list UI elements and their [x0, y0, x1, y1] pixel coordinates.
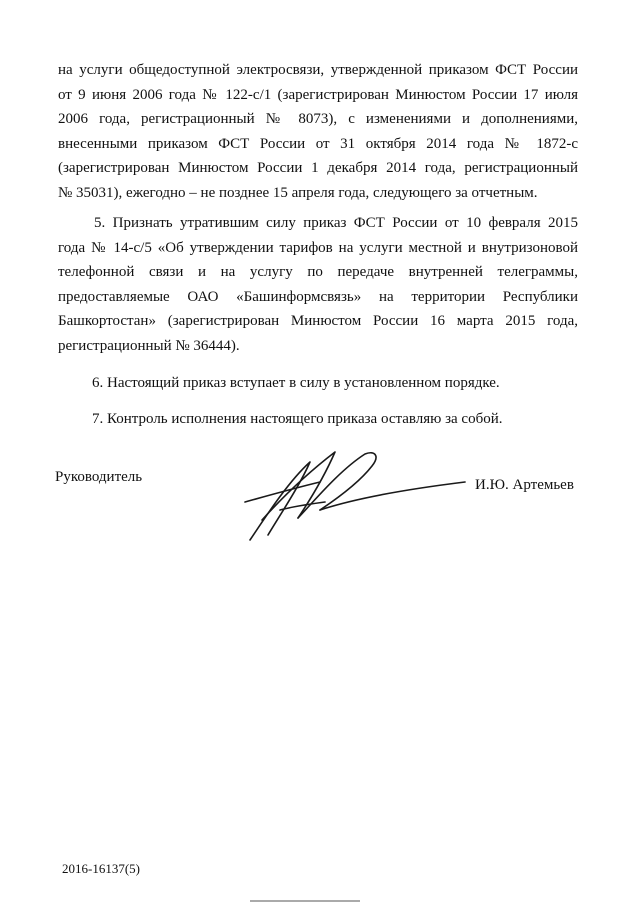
text-line: Башкортостан» (зарегистрирован Минюстом России 16 марта 2015 года, — [58, 313, 578, 330]
text-line: телефонной связи и на услугу по передаче внутренней телеграммы, — [58, 264, 578, 281]
item-5-paragraph — [58, 211, 578, 359]
text-line: (зарегистрирован Минюстом России 1 декабря 2014 года, регистрационный — [58, 160, 578, 177]
item-6-paragraph: 6. Настоящий приказ вступает в силу в установленном порядке. — [92, 375, 500, 391]
text-line: предоставляемые ОАО «Башинформсвязь» на территории Республики — [58, 288, 578, 305]
item-7-paragraph: 7. Контроль исполнения настоящего приказа оставляю за собой. — [92, 411, 503, 427]
scan-artifact — [250, 898, 360, 903]
text-line: 2006 года, регистрационный № 8073), с изменениями и дополнениями, — [58, 111, 578, 128]
document-code: 2016-16137(5) — [62, 861, 140, 876]
handwritten-signature — [240, 440, 470, 550]
text-line: № 35031), ежегодно – не позднее 15 апреля года, следующего за отчетным. — [58, 184, 538, 201]
text-line: регистрационный № 36444). — [58, 337, 240, 354]
text-line: года № 14-с/5 «Об утверждении тарифов на услуги местной и внутризоновой — [58, 239, 578, 256]
signatory-name: И.Ю. Артемьев — [475, 477, 574, 493]
signatory-title: Руководитель — [55, 469, 143, 485]
text-line: 5. Признать утратившим силу приказ ФСТ России от 10 февраля 2015 — [94, 215, 578, 231]
text-line: внесенными приказом ФСТ России от 31 октября 2014 года № 1872-с — [58, 135, 578, 152]
text-line: на услуги общедоступной электросвязи, утвержденной приказом ФСТ России — [58, 62, 578, 78]
text-line: от 9 июня 2006 года № 122-с/1 (зарегистрирован Минюстом России 17 июля — [58, 86, 578, 103]
paragraph-continuation — [58, 58, 578, 206]
